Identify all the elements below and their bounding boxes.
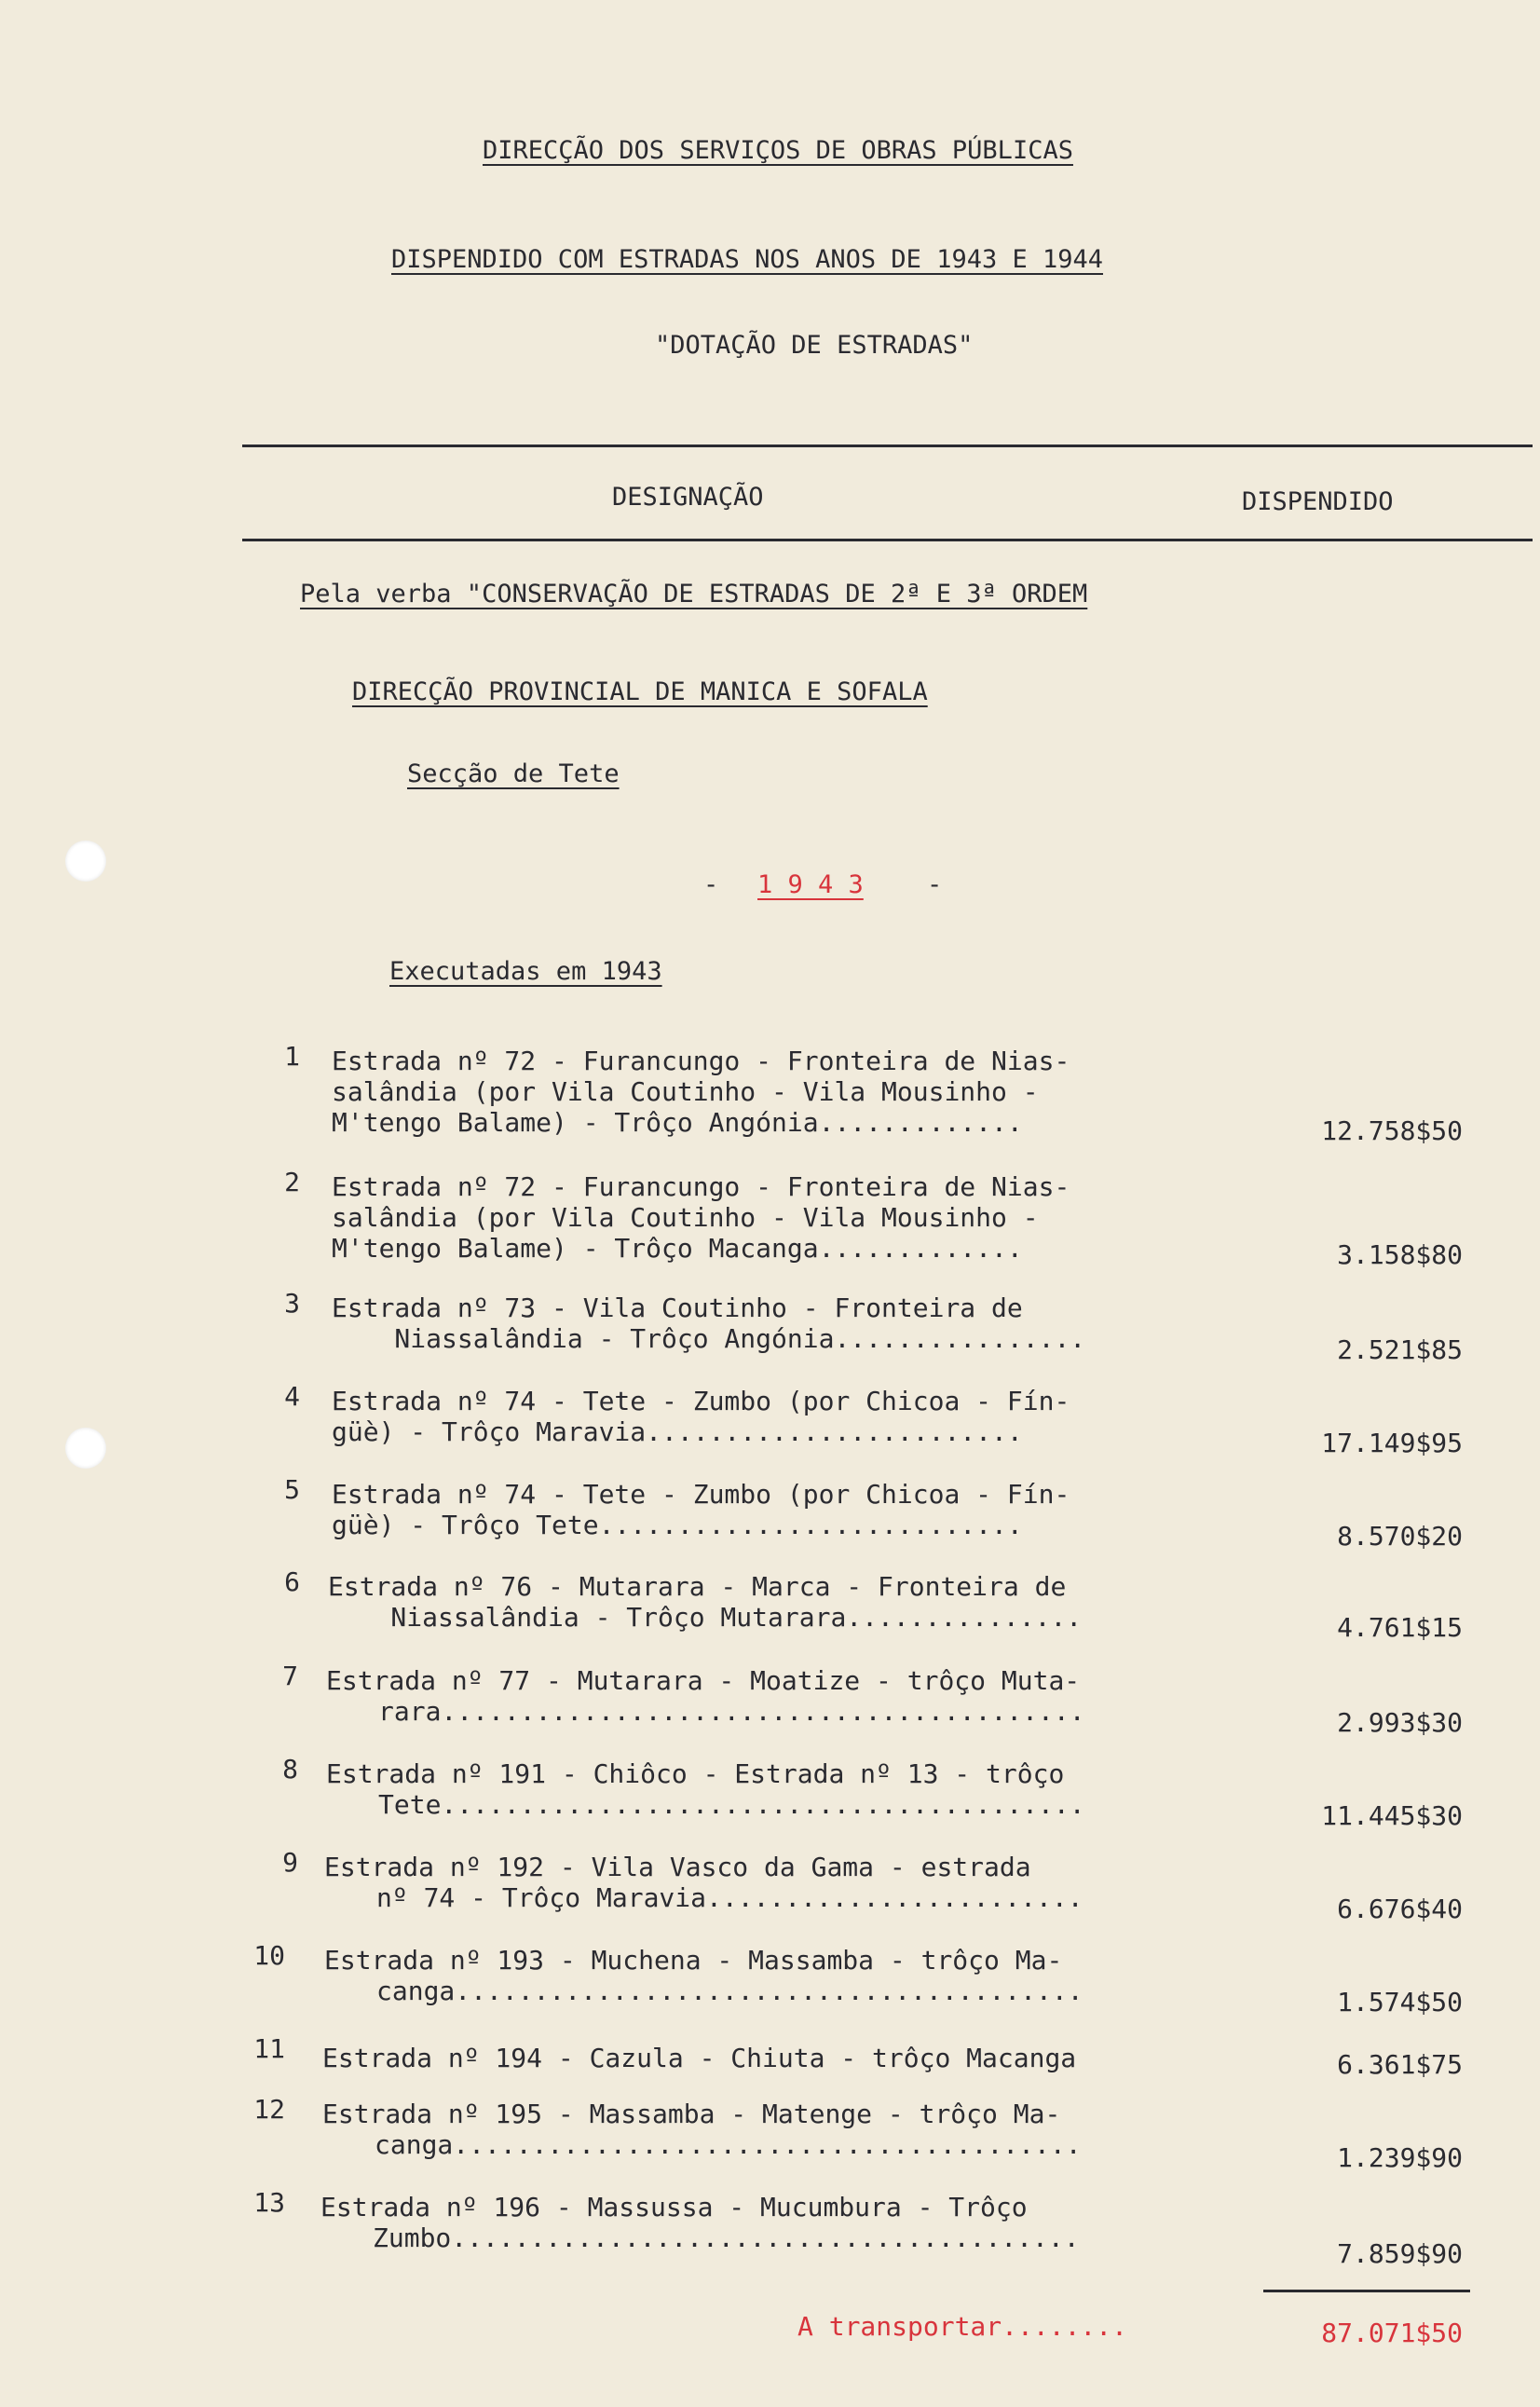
carry-forward-total: 87.071$50 bbox=[1321, 2318, 1463, 2348]
item-line: salândia (por Vila Coutinho - Vila Mousinho - bbox=[332, 1202, 1039, 1233]
item-amount: 3.158$80 bbox=[1337, 1239, 1463, 1270]
item-line: Estrada nº 196 - Massussa - Mucumbura - Trôço bbox=[320, 2192, 1028, 2222]
item-number: 3 bbox=[284, 1288, 300, 1319]
item-amount: 6.676$40 bbox=[1337, 1894, 1463, 1924]
item-amount: 11.445$30 bbox=[1321, 1800, 1463, 1831]
item-line: salândia (por Vila Coutinho - Vila Mousinho - bbox=[332, 1076, 1039, 1107]
item-line: Estrada nº 191 - Chiôco - Estrada nº 13 - trôço bbox=[326, 1758, 1065, 1789]
item-number: 7 bbox=[282, 1661, 298, 1691]
item-number: 9 bbox=[282, 1847, 298, 1878]
item-number: 12 bbox=[253, 2094, 285, 2125]
header-rule-top bbox=[242, 444, 1533, 447]
item-number: 1 bbox=[284, 1041, 300, 1072]
allocation-title: "DOTAÇÃO DE ESTRADAS" bbox=[655, 331, 974, 360]
punch-hole-top bbox=[65, 841, 106, 882]
item-amount: 7.859$90 bbox=[1337, 2238, 1463, 2269]
item-line: Zumbo........................................ bbox=[373, 2222, 1080, 2253]
agency-title: DIRECÇÃO DOS SERVIÇOS DE OBRAS PÚBLICAS bbox=[483, 136, 1073, 165]
item-line: canga........................................ bbox=[375, 2129, 1082, 2160]
designation-heading: DESIGNAÇÃO bbox=[612, 483, 764, 512]
division-title: Secção de Tete bbox=[407, 759, 620, 788]
item-line: Estrada nº 195 - Massamba - Matenge - trôço Ma- bbox=[322, 2099, 1061, 2129]
punch-hole-bottom bbox=[65, 1428, 106, 1469]
item-line: Estrada nº 192 - Vila Vasco da Gama - estrada bbox=[324, 1852, 1031, 1882]
year-dash-right: - bbox=[927, 870, 943, 899]
item-line: Estrada nº 72 - Furancungo - Fronteira de Nias- bbox=[332, 1046, 1070, 1076]
item-amount: 17.149$95 bbox=[1321, 1428, 1463, 1458]
header-rule-bottom bbox=[242, 539, 1533, 541]
item-amount: 1.239$90 bbox=[1337, 2142, 1463, 2173]
item-number: 13 bbox=[253, 2187, 285, 2218]
item-line: Estrada nº 193 - Muchena - Massamba - trôço Ma- bbox=[324, 1945, 1063, 1976]
document-subtitle: DISPENDIDO COM ESTRADAS NOS ANOS DE 1943 E 1944 bbox=[391, 245, 1104, 274]
item-amount: 1.574$50 bbox=[1337, 1987, 1463, 2017]
item-number: 5 bbox=[284, 1474, 300, 1505]
directorate-title: DIRECÇÃO PROVINCIAL DE MANICA E SOFALA bbox=[352, 677, 928, 706]
item-line: Estrada nº 77 - Mutarara - Moatize - trôço Muta- bbox=[326, 1665, 1081, 1696]
spent-heading: DISPENDIDO bbox=[1242, 487, 1394, 516]
carry-forward-label: A transportar........ bbox=[797, 2311, 1128, 2342]
item-amount: 4.761$15 bbox=[1337, 1612, 1463, 1643]
item-number: 2 bbox=[284, 1167, 300, 1197]
item-line: Estrada nº 194 - Cazula - Chiuta - trôço Macanga bbox=[322, 2043, 1077, 2073]
item-line: nº 74 - Trôço Maravia........................ bbox=[376, 1882, 1083, 1913]
item-line: güè) - Trôço Maravia........................ bbox=[332, 1416, 1023, 1447]
item-line: Niassalândia - Trôço Angónia................ bbox=[332, 1323, 1086, 1354]
year-heading: 1 9 4 3 bbox=[757, 870, 864, 899]
executed-subtitle: Executadas em 1943 bbox=[389, 957, 662, 986]
item-line: canga........................................ bbox=[376, 1976, 1083, 2006]
item-line: Estrada nº 74 - Tete - Zumbo (por Chicoa - Fín- bbox=[332, 1386, 1070, 1416]
item-line: M'tengo Balame) - Trôço Angónia............. bbox=[332, 1107, 1023, 1138]
item-amount: 2.521$85 bbox=[1337, 1334, 1463, 1365]
item-line: Estrada nº 73 - Vila Coutinho - Fronteira de bbox=[332, 1292, 1023, 1323]
item-line: Estrada nº 76 - Mutarara - Marca - Fronteira de bbox=[328, 1571, 1067, 1602]
item-number: 10 bbox=[253, 1940, 285, 1971]
item-amount: 12.758$50 bbox=[1321, 1115, 1463, 1146]
item-number: 11 bbox=[253, 2033, 285, 2064]
item-line: Estrada nº 72 - Furancungo - Fronteira de Nias- bbox=[332, 1171, 1070, 1202]
item-amount: 2.993$30 bbox=[1337, 1707, 1463, 1738]
total-rule bbox=[1263, 2290, 1470, 2292]
item-line: güè) - Trôço Tete........................... bbox=[332, 1510, 1023, 1540]
item-amount: 8.570$20 bbox=[1337, 1521, 1463, 1552]
item-number: 8 bbox=[282, 1754, 298, 1785]
item-line: rara......................................... bbox=[378, 1696, 1085, 1727]
item-line: Estrada nº 74 - Tete - Zumbo (por Chicoa - Fín- bbox=[332, 1479, 1070, 1510]
item-line: Tete......................................... bbox=[378, 1789, 1085, 1820]
item-number: 4 bbox=[284, 1381, 300, 1412]
item-number: 6 bbox=[284, 1566, 300, 1597]
item-line: Niassalândia - Trôço Mutarara............... bbox=[328, 1602, 1083, 1633]
budget-line: Pela verba "CONSERVAÇÃO DE ESTRADAS DE 2ª E 3ª ORDEM bbox=[300, 580, 1088, 609]
item-line: M'tengo Balame) - Trôço Macanga............. bbox=[332, 1233, 1023, 1264]
item-amount: 6.361$75 bbox=[1337, 2049, 1463, 2080]
year-dash-left: - bbox=[703, 870, 719, 899]
